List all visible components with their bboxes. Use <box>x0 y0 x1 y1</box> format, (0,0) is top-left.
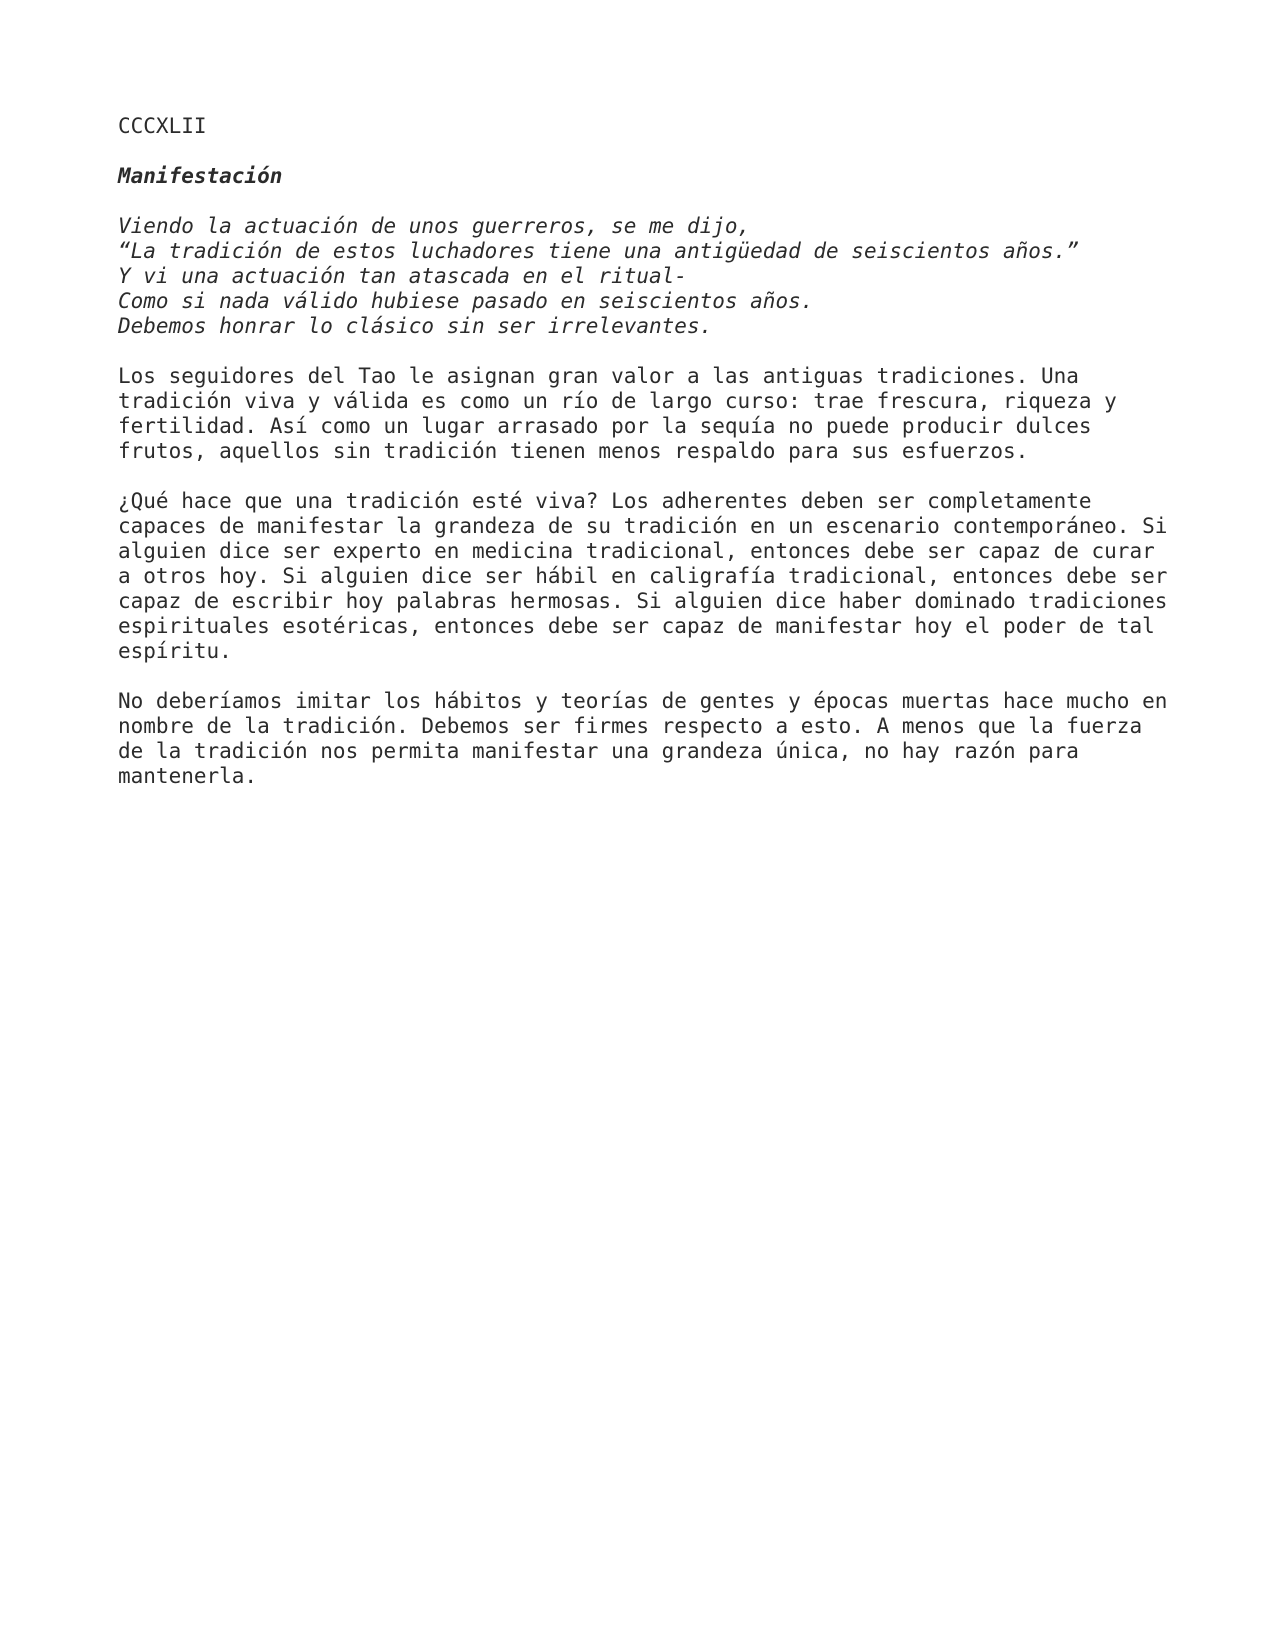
paragraph-line: fertilidad. Así como un lugar arrasado por la sequía no puede producir dulces <box>118 414 1092 438</box>
paragraph-1 <box>118 364 1208 464</box>
paragraph-line: mantenerla. <box>118 764 258 788</box>
document-page <box>118 114 1208 789</box>
poem-line: Y vi una actuación tan atascada en el ritual- <box>118 264 687 288</box>
poem-line: Debemos honrar lo clásico sin ser irrelevantes. <box>118 314 713 338</box>
paragraph-line: No deberíamos imitar los hábitos y teorías de gentes y épocas muertas hace mucho en <box>118 689 1168 713</box>
paragraph-line: a otros hoy. Si alguien dice ser hábil en caligrafía tradicional, entonces debe ser <box>118 564 1168 588</box>
paragraph-line: ¿Qué hace que una tradición esté viva? Los adherentes deben ser completamente <box>118 489 1092 513</box>
paragraph-2 <box>118 489 1208 664</box>
paragraph-line: espirituales esotéricas, entonces debe ser capaz de manifestar hoy el poder de tal <box>118 614 1155 638</box>
poem-block <box>118 214 1208 339</box>
chapter-number: CCCXLII <box>118 114 207 138</box>
paragraph-3 <box>118 689 1208 789</box>
paragraph-line: alguien dice ser experto en medicina tradicional, entonces debe ser capaz de curar <box>118 539 1155 563</box>
chapter-title: Manifestación <box>118 164 283 188</box>
poem-line: Viendo la actuación de unos guerreros, se me dijo, <box>118 214 751 238</box>
paragraph-line: espíritu. <box>118 639 232 663</box>
poem-line: Como si nada válido hubiese pasado en seiscientos años. <box>118 289 814 313</box>
poem-line: “La tradición de estos luchadores tiene una antigüedad de seiscientos años.” <box>118 239 1079 263</box>
paragraph-line: frutos, aquellos sin tradición tienen menos respaldo para sus esfuerzos. <box>118 439 1029 463</box>
paragraph-line: tradición viva y válida es como un río de largo curso: trae frescura, riqueza y <box>118 389 1117 413</box>
paragraph-line: Los seguidores del Tao le asignan gran valor a las antiguas tradiciones. Una <box>118 364 1079 388</box>
paragraph-line: capaces de manifestar la grandeza de su tradición en un escenario contemporáneo. Si <box>118 514 1168 538</box>
paragraph-line: nombre de la tradición. Debemos ser firmes respecto a esto. A menos que la fuerza <box>118 714 1143 738</box>
paragraph-line: de la tradición nos permita manifestar una grandeza única, no hay razón para <box>118 739 1079 763</box>
paragraph-line: capaz de escribir hoy palabras hermosas. Si alguien dice haber dominado tradiciones <box>118 589 1168 613</box>
